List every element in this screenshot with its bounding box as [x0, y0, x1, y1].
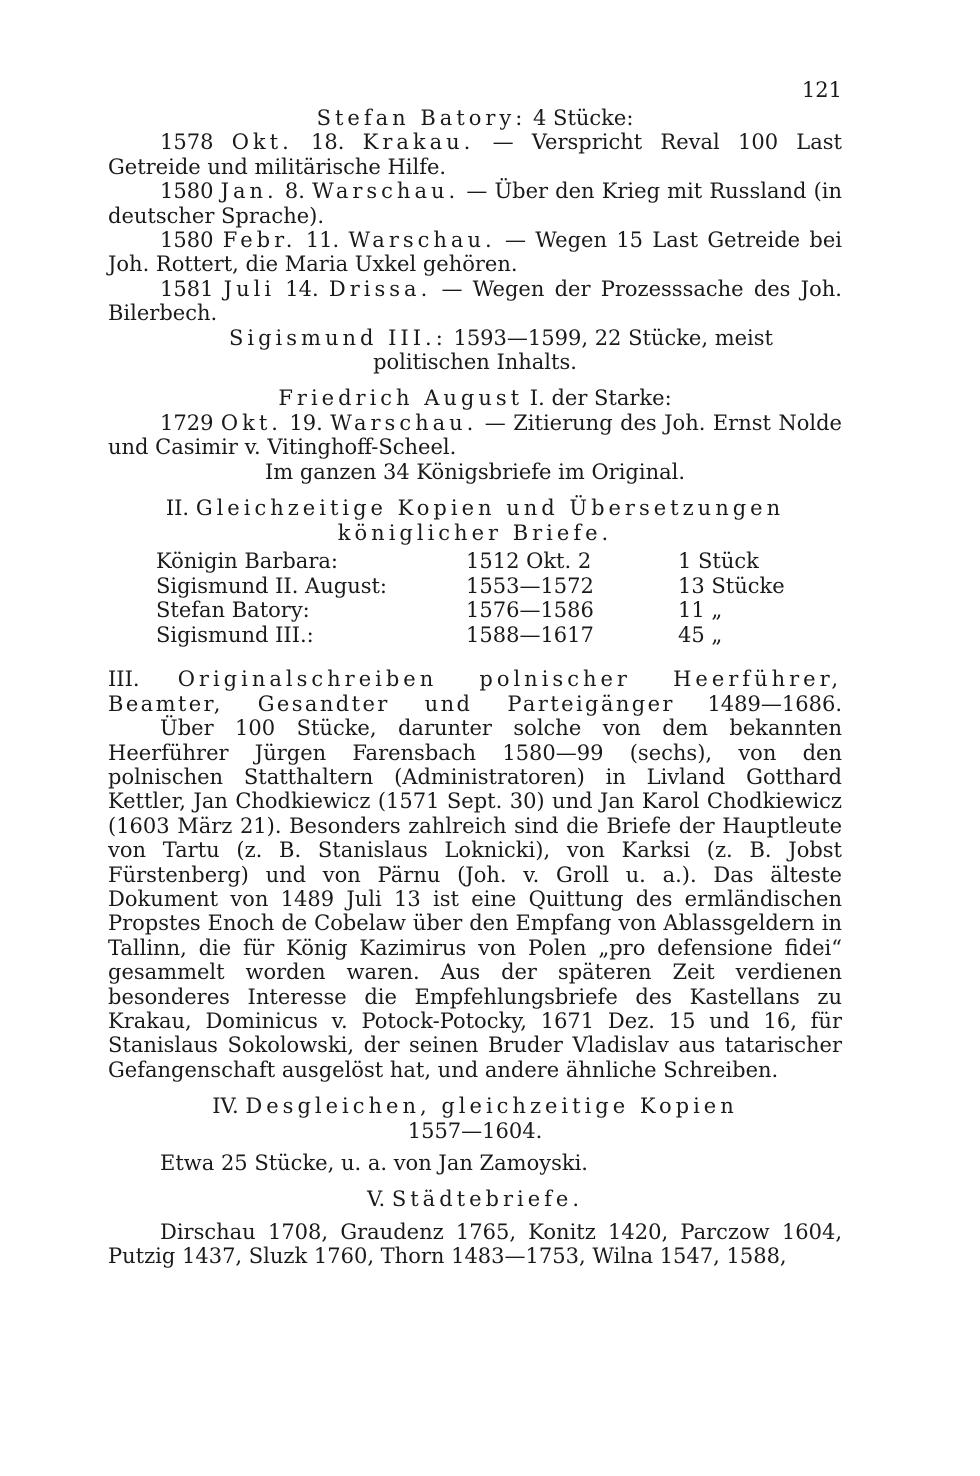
table-row [156, 549, 818, 574]
section-ii-subtitle [108, 521, 842, 545]
entry-text: — Zitierung des Joh. Ernst Nolde und Casimir v. Vitinghoff-Scheel. [108, 410, 842, 460]
entry-text: — Wegen 15 Last Getreide bei Joh. Rottert, die Maria Uxkel gehören. [108, 228, 842, 277]
table-row [156, 598, 818, 623]
entry-month: Okt. [220, 410, 282, 435]
entry-month: Juli [223, 276, 276, 301]
section-v-body: Dirschau 1708, Graudenz 1765, Konitz 1420, Parczow 1604, Putzig 1437, Sluzk 1760, Thorn 1483—1753, Wilna 1547, 1588, [108, 1219, 842, 1269]
friedrich-august-heading [108, 386, 842, 410]
section-iii-title-2 [108, 692, 842, 716]
copies-table [156, 549, 818, 647]
table-row [156, 623, 818, 648]
document-page [108, 70, 842, 1269]
stefan-batory-heading [108, 106, 842, 130]
row-name: Sigismund II. August: [156, 573, 388, 598]
entry-year: 1581 [160, 276, 214, 301]
entry-place: Krakau. [362, 130, 475, 155]
entry-year: 1578 [160, 130, 214, 155]
entry-month: Jan. [220, 179, 278, 204]
letter-entry [108, 179, 842, 228]
section-numeral: III. [108, 667, 140, 692]
row-date: 1553—1572 [466, 573, 594, 598]
row-count: 45 „ [678, 622, 723, 647]
row-date: 1588—1617 [466, 622, 594, 647]
entry-year: 1729 [160, 410, 214, 435]
row-count: 11 „ [678, 598, 723, 623]
heading-name: Stefan Batory: [316, 106, 527, 130]
entry-text: — Wegen der Prozesssache des Joh. Bilerbech. [108, 276, 842, 326]
section-numeral: V. [366, 1187, 386, 1212]
entry-day: 14. [285, 276, 319, 301]
section-numeral: II. [165, 496, 190, 521]
table-row [156, 574, 818, 599]
entry-month: Febr. [222, 228, 297, 253]
section-title: Städtebriefe. [391, 1187, 583, 1212]
entry-day: 8. [284, 179, 305, 204]
section-title-line2: Beamter, Gesandter und Parteigänger [108, 691, 675, 716]
row-date: 1512 Okt. 2 [466, 548, 592, 573]
entry-place: Warschau. [348, 228, 496, 253]
row-count: 1 Stück [678, 548, 759, 573]
letter-entry [108, 130, 842, 179]
row-name: Königin Barbara: [156, 548, 338, 573]
entry-day: 11. [305, 228, 340, 253]
sigismund-iii-summary [108, 326, 842, 375]
heading-name: Friedrich August [278, 386, 524, 411]
section-title-line1: Originalschreiben polnischer Heerführer, [177, 667, 842, 692]
sigismund-name: Sigismund III.: [229, 325, 447, 350]
row-date: 1576—1586 [466, 598, 594, 623]
entry-month: Okt. [231, 130, 293, 155]
section-iv-title [108, 1094, 842, 1118]
row-name: Sigismund III.: [156, 622, 314, 647]
page-number: 121 [801, 78, 842, 102]
letter-entry [108, 228, 842, 277]
letter-entry [108, 411, 842, 460]
entry-place: Warschau. [330, 410, 478, 435]
entry-place: Drissa. [328, 276, 432, 301]
entry-text: — Verspricht Reval 100 Last Getreide und militärische Hilfe. [108, 130, 842, 179]
section-years: 1489—1686. [707, 691, 842, 716]
section-title-line1: Gleichzeitige Kopien und Übersetzungen [195, 496, 785, 521]
entry-day: 19. [289, 410, 323, 435]
section-ii-title [108, 496, 842, 520]
heading-rest: I. der Starke: [523, 386, 672, 411]
section-title-line2: königlicher Briefe. [337, 520, 613, 545]
section-iii-title [108, 667, 842, 691]
letter-entry [108, 277, 842, 326]
heading-count: 4 Stücke: [526, 106, 634, 130]
sigismund-text: 1593—1599, 22 Stücke, meist politischen Inhalts. [373, 325, 773, 375]
section-iv-years: 1557—1604. [407, 1118, 543, 1143]
entry-year: 1580 [160, 179, 214, 204]
section-title: Desgleichen, gleichzeitige Kopien [245, 1094, 738, 1119]
entry-text: — Über den Krieg mit Russland (in deutscher Sprache). [108, 179, 842, 228]
row-count: 13 Stücke [678, 573, 785, 598]
section-numeral: IV. [212, 1094, 239, 1119]
row-name: Stefan Batory: [156, 598, 310, 623]
section-v-title [108, 1187, 842, 1211]
entry-year: 1580 [160, 228, 214, 253]
entry-day: 18. [310, 130, 345, 155]
section-iii-body: Über 100 Stücke, darunter solche von dem bekannten Heerführer Jürgen Farensbach 1580—99 (sechs), von den polnischen Statthaltern (Administratoren) in Livland Gotthard Kettler, Jan Chodkiewicz (1571 Sept. 30) und Jan Karol Chodkiewicz (1603 März 21). Besonders zahlreich sind die Briefe der Hauptleute von Tartu (z. B. Stanislaus Loknicki), von Karksi (z. B. Jobst Fürstenberg) und von Pärnu (Joh. v. Groll u. a.). Das älteste Dokument von 1489 Juli 13 ist eine Quittung des ermländischen Propstes Enoch de Cobelaw über den Empfang von Ablassgeldern in Tallinn, die für König Kazimirus von Polen „pro defensione fidei“ gesammelt worden waren. Aus der späteren Zeit verdienen besonderes Interesse die Empfehlungsbriefe des Kastellans zu Krakau, Dominicus v. Potock-Potocky, 1671 Dez. 15 und 16, für Stanislaus Sokolowski, der seinen Bruder Vladislav aus tatarischer Gefangenschaft ausgelöst hat, und andere ähnliche Schreiben. [108, 716, 842, 1082]
total-count: Im ganzen 34 Königsbriefe im Original. [264, 459, 686, 484]
section-iv-body: Etwa 25 Stücke, u. a. von Jan Zamoyski. [160, 1151, 588, 1175]
entry-place: Warschau. [312, 179, 460, 204]
